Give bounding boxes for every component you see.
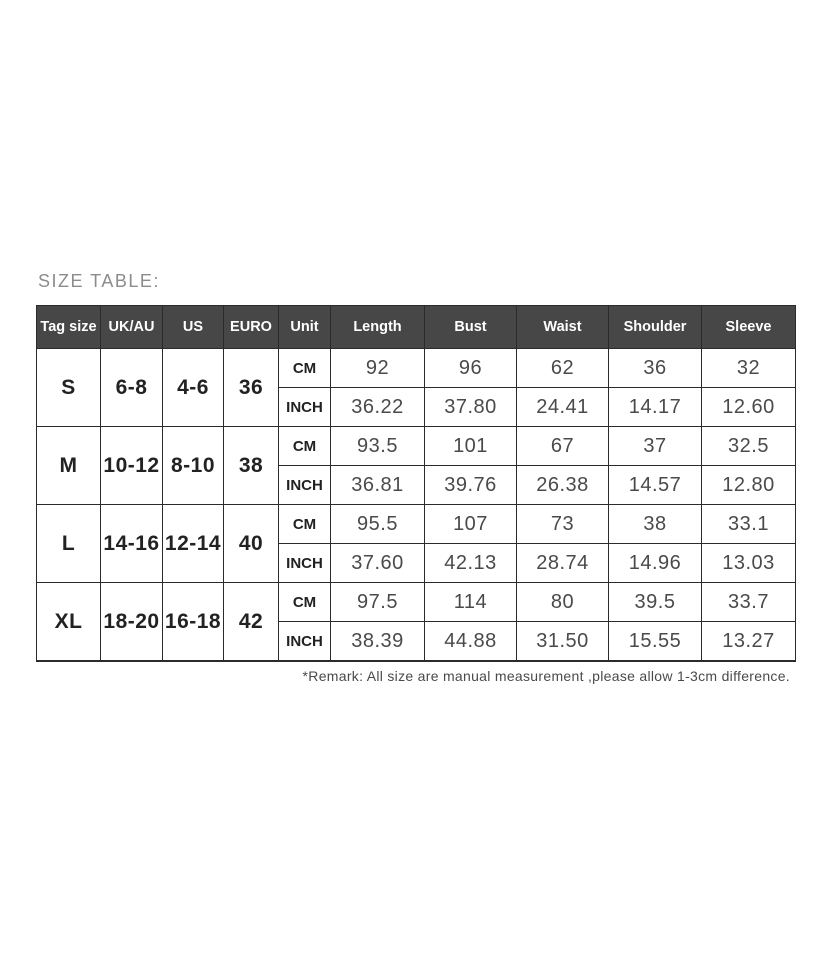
cell-unit: CM	[279, 349, 331, 388]
table-row-m-cm	[37, 427, 796, 466]
cell-euro: 42	[224, 583, 279, 662]
cell-sleeve: 33.7	[702, 583, 796, 622]
cell-waist: 80	[517, 583, 609, 622]
cell-bust: 42.13	[425, 544, 517, 583]
cell-us: 4-6	[163, 349, 224, 427]
cell-sleeve: 13.03	[702, 544, 796, 583]
cell-euro: 36	[224, 349, 279, 427]
cell-ukau: 14-16	[101, 505, 163, 583]
cell-length: 93.5	[331, 427, 425, 466]
col-header-euro: EURO	[224, 306, 279, 349]
cell-waist: 73	[517, 505, 609, 544]
cell-bust: 96	[425, 349, 517, 388]
cell-length: 95.5	[331, 505, 425, 544]
cell-unit: CM	[279, 583, 331, 622]
cell-unit: INCH	[279, 544, 331, 583]
cell-sleeve: 32	[702, 349, 796, 388]
cell-bust: 107	[425, 505, 517, 544]
col-header-bust: Bust	[425, 306, 517, 349]
remark-text: *Remark: All size are manual measurement ,please allow 1-3cm difference.	[302, 668, 790, 684]
cell-waist: 62	[517, 349, 609, 388]
cell-sleeve: 32.5	[702, 427, 796, 466]
cell-length: 37.60	[331, 544, 425, 583]
cell-us: 16-18	[163, 583, 224, 662]
table-row-s-cm	[37, 349, 796, 388]
col-header-length: Length	[331, 306, 425, 349]
header-row	[37, 306, 796, 349]
cell-unit: INCH	[279, 466, 331, 505]
table-row-l-cm	[37, 505, 796, 544]
cell-us: 8-10	[163, 427, 224, 505]
cell-tag: L	[37, 505, 101, 583]
cell-shoulder: 36	[609, 349, 702, 388]
cell-unit: INCH	[279, 622, 331, 662]
cell-waist: 26.38	[517, 466, 609, 505]
cell-bust: 37.80	[425, 388, 517, 427]
cell-shoulder: 14.17	[609, 388, 702, 427]
col-header-waist: Waist	[517, 306, 609, 349]
cell-shoulder: 37	[609, 427, 702, 466]
size-table-title: SIZE TABLE:	[38, 271, 160, 291]
cell-euro: 38	[224, 427, 279, 505]
cell-unit: CM	[279, 427, 331, 466]
col-header-tag-size: Tag size	[37, 306, 101, 349]
cell-sleeve: 13.27	[702, 622, 796, 662]
cell-tag: M	[37, 427, 101, 505]
cell-waist: 31.50	[517, 622, 609, 662]
cell-waist: 24.41	[517, 388, 609, 427]
table-row-xl-cm	[37, 583, 796, 622]
cell-sleeve: 12.60	[702, 388, 796, 427]
col-header-shoulder: Shoulder	[609, 306, 702, 349]
size-table	[36, 305, 796, 662]
cell-length: 38.39	[331, 622, 425, 662]
cell-shoulder: 15.55	[609, 622, 702, 662]
cell-shoulder: 39.5	[609, 583, 702, 622]
cell-length: 92	[331, 349, 425, 388]
col-header-sleeve: Sleeve	[702, 306, 796, 349]
cell-tag: XL	[37, 583, 101, 662]
cell-ukau: 18-20	[101, 583, 163, 662]
cell-shoulder: 14.96	[609, 544, 702, 583]
col-header-unit: Unit	[279, 306, 331, 349]
col-header-us: US	[163, 306, 224, 349]
cell-bust: 39.76	[425, 466, 517, 505]
cell-length: 97.5	[331, 583, 425, 622]
cell-unit: INCH	[279, 388, 331, 427]
cell-shoulder: 38	[609, 505, 702, 544]
cell-bust: 114	[425, 583, 517, 622]
cell-tag: S	[37, 349, 101, 427]
cell-euro: 40	[224, 505, 279, 583]
cell-sleeve: 12.80	[702, 466, 796, 505]
cell-ukau: 10-12	[101, 427, 163, 505]
cell-us: 12-14	[163, 505, 224, 583]
cell-length: 36.22	[331, 388, 425, 427]
cell-waist: 67	[517, 427, 609, 466]
cell-bust: 101	[425, 427, 517, 466]
cell-ukau: 6-8	[101, 349, 163, 427]
cell-unit: CM	[279, 505, 331, 544]
cell-sleeve: 33.1	[702, 505, 796, 544]
col-header-ukau: UK/AU	[101, 306, 163, 349]
cell-length: 36.81	[331, 466, 425, 505]
cell-waist: 28.74	[517, 544, 609, 583]
cell-bust: 44.88	[425, 622, 517, 662]
cell-shoulder: 14.57	[609, 466, 702, 505]
